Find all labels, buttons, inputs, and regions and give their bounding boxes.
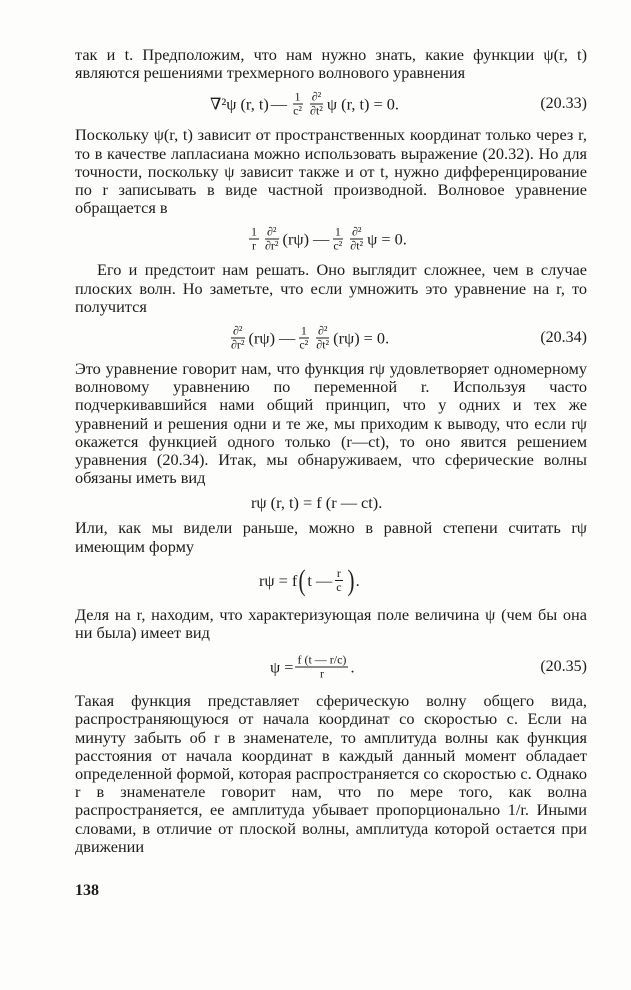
equation-spherical-form <box>75 489 587 517</box>
eq6-tail: . <box>350 657 355 677</box>
eq5-lhs: rψ = f <box>259 570 298 590</box>
eq2-frac-d2-dr2: $\frac{\text{∂²}}{\text{∂r²}}$ <box>265 224 279 253</box>
eq3-frac-1-over-c2: $\frac{1}{\text{c²}}$ <box>299 323 309 352</box>
eq5-inner: t — <box>307 570 333 590</box>
eq1-tail: ψ (r, t) = 0. <box>326 94 399 114</box>
eq1-minus: — <box>270 94 288 114</box>
eq6-lhs: ψ = <box>270 657 294 677</box>
eq2-mid: (rψ) — <box>282 229 330 249</box>
equation-alt-form <box>75 558 587 604</box>
eq1-frac-1-over-c2: $\frac{1}{\text{c²}}$ <box>293 89 303 118</box>
eq3-mid: (rψ) — <box>248 328 296 348</box>
eq1-lhs: ∇²ψ (r, t) <box>210 94 269 114</box>
page-body <box>75 46 587 856</box>
eq6-frac-f-over-r: $\frac{f (t — r/c)}{r}$ <box>297 652 347 681</box>
paragraph-4: Это уравнение говорит нам, что функция rψ удовлетворяет одномерному волновому уравнению по переменной r. Используя часто подчеркивавшийся нами общий принцип, что у одних и тех же уравнений и решения одни и те же, мы приходим к выводу, что если rψ окажется функцией одного только (r—ct), то оно явится решением уравнения (20.34). Итак, мы обнаруживаем, что сферические волны обязаны иметь вид <box>75 359 587 488</box>
eq2-frac-1-over-r: $\frac{1}{r}$ <box>251 224 257 253</box>
eq1-frac-d2-dt2: $\frac{\text{∂²}}{\text{∂t²}}$ <box>310 89 323 118</box>
paragraph-5: Или, как мы видели раньше, можно в равной степени считать rψ имеющим форму <box>75 518 587 556</box>
left-paren: ( <box>298 563 306 597</box>
eq2-frac-1-over-c2: $\frac{1}{\text{c²}}$ <box>333 224 343 253</box>
equation-number: (20.35) <box>540 658 587 676</box>
equation-number: (20.34) <box>540 329 587 347</box>
equation-number: (20.33) <box>540 95 587 113</box>
equation-wave-spherical <box>75 219 587 259</box>
eq5-frac-r-over-c: $\frac{r}{c}$ <box>336 566 342 595</box>
eq2-frac-d2-dt2: $\frac{\text{∂²}}{\text{∂t²}}$ <box>350 224 364 253</box>
equation-20-35 <box>75 644 587 690</box>
paragraph-1: так и t. Предположим, что нам нужно знать, какие функции ψ(r, t) являются решениями трехмерного волнового уравнения <box>75 45 587 83</box>
eq2-tail: ψ = 0. <box>367 229 407 249</box>
page-number: 138 <box>75 882 99 899</box>
eq3-frac-d2-dr2: $\frac{\text{∂²}}{\text{∂r²}}$ <box>231 323 245 352</box>
right-paren: ) <box>347 563 355 597</box>
equation-20-33 <box>75 84 587 124</box>
paragraph-6: Деля на r, находим, что характеризующая поле величина ψ (чем бы она ни была) имеет вид <box>75 604 587 643</box>
eq3-frac-d2-dt2: $\frac{\text{∂²}}{\text{∂t²}}$ <box>316 323 330 352</box>
eq3-tail: (rψ) = 0. <box>333 328 390 348</box>
equation-20-34 <box>75 318 587 358</box>
eq5-tail: . <box>355 570 360 590</box>
eq4-text: rψ (r, t) = f (r — ct). <box>251 493 383 513</box>
paragraph-3: Его и предстоит нам решать. Оно выглядит сложнее, чем в случае плоских волн. Но заметьте, что если умножить это уравнение на r, то получится <box>75 260 587 316</box>
paragraph-7: Такая функция представляет сферическую волну общего вида, распространяющуюся от начала координат со скоростью c. Если на минуту забыть об r в знаменателе, то амплитуда волны как функция расстояния от начала координат в каждый данный момент обладает определенной формой, которая распространяется со скоростью c. Однако r в знаменателе говорит нам, что по мере того, как волна распространяется, ее амплитуда убывает пропорционально 1/r. Иными словами, в отличие от плоской волны, амплитуда которой остается при движении <box>75 691 587 856</box>
paragraph-2: Поскольку ψ(r, t) зависит от пространственных координат только через r, то в качестве лапласиана можно использовать выражение (20.32). Но для точности, поскольку ψ зависит также и от t, нужно дифференцирование по r записывать в виде частной производной. Волновое уравнение обращается в <box>75 125 587 218</box>
